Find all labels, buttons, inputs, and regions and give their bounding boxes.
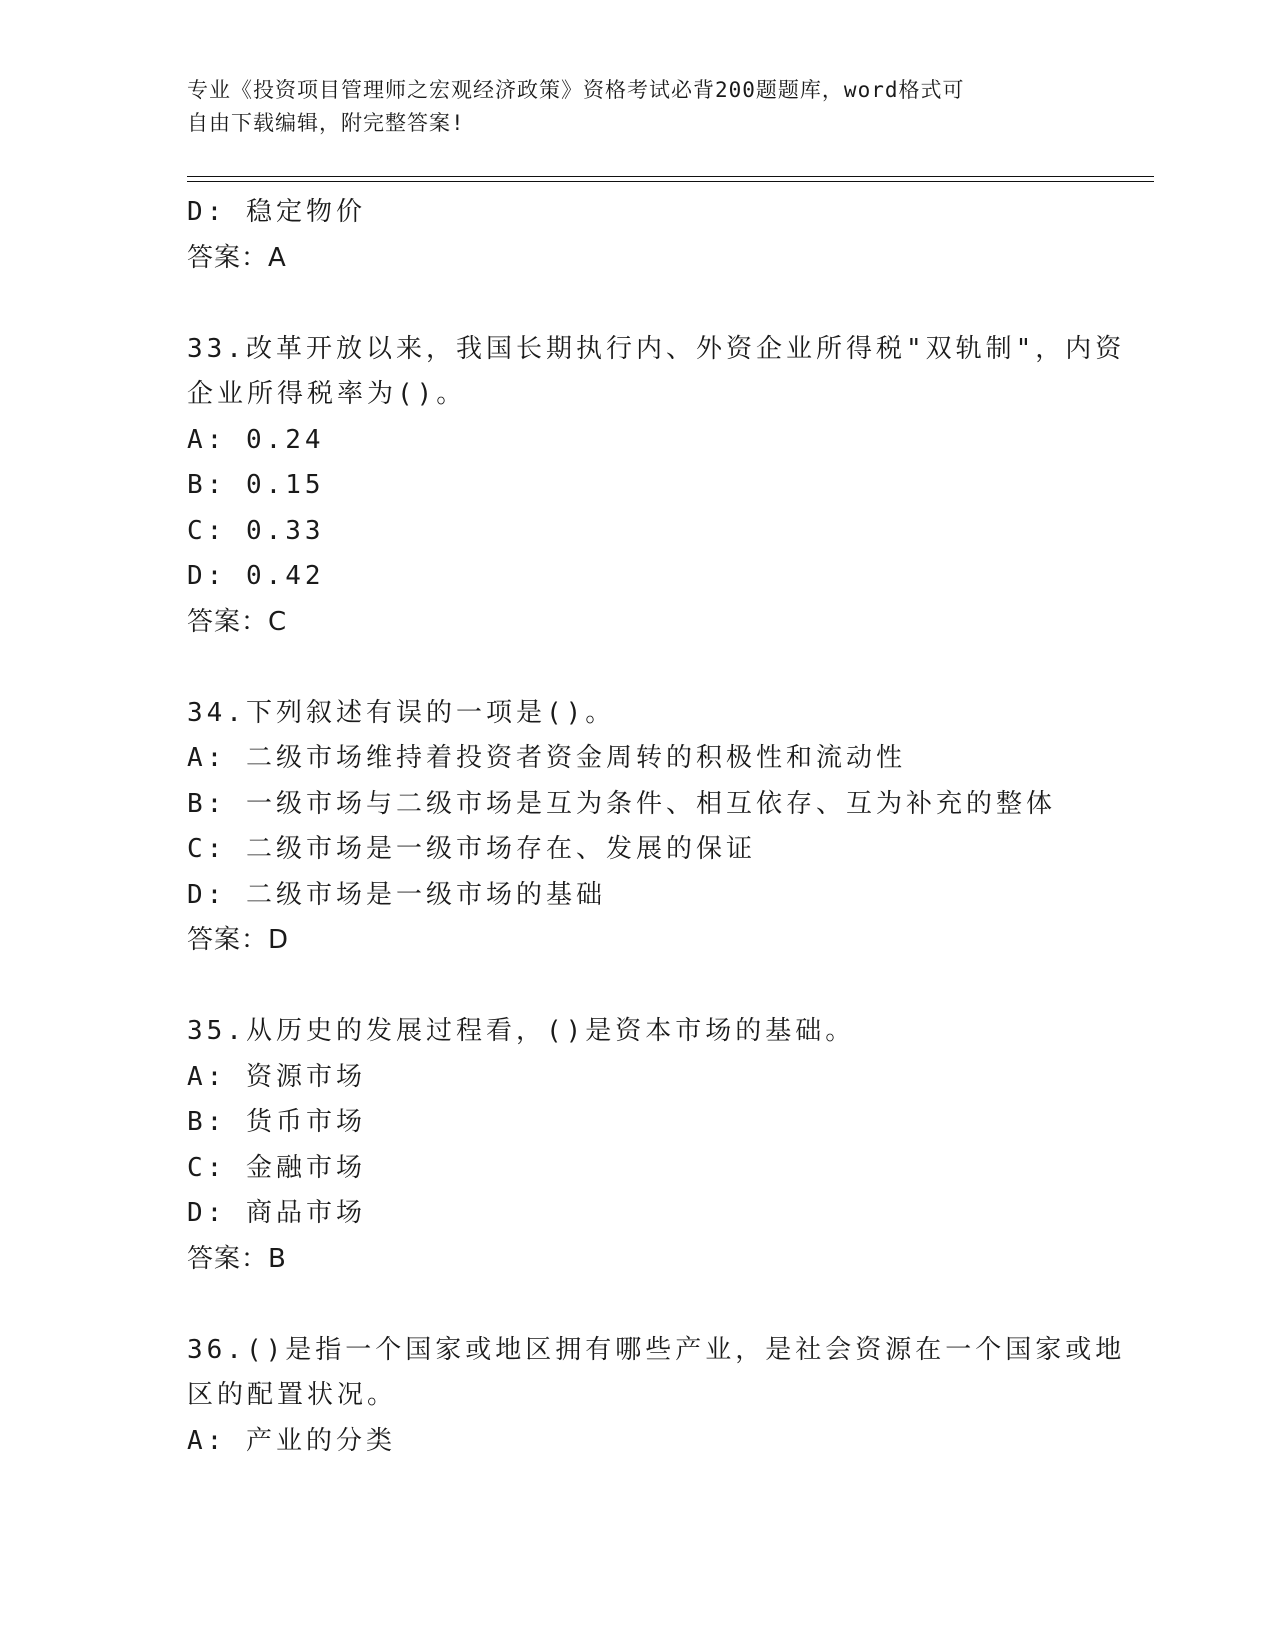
option-b: B: 一级市场与二级市场是互为条件、相互依存、互为补充的整体	[187, 788, 1056, 819]
option-d: D: 0.42	[187, 561, 325, 591]
header-divider-top	[187, 176, 1154, 177]
question-35	[187, 1009, 1087, 1282]
option-a: A: 资源市场	[187, 1061, 366, 1092]
spacer	[187, 1282, 1087, 1328]
header-title-line-2: 自由下载编辑，附完整答案!	[187, 111, 465, 135]
question-stem-continued: 区的配置状况。	[187, 1380, 398, 1410]
document-header	[187, 74, 1067, 140]
question-36	[187, 1328, 1126, 1465]
option-a: A: 0.24	[187, 424, 325, 455]
option-c: C: 0.33	[187, 515, 325, 546]
answer: 答案：D	[187, 925, 290, 955]
answer: 答案：C	[187, 606, 288, 637]
spacer	[187, 281, 1087, 327]
question-33	[187, 327, 1126, 646]
option-b: B: 货币市场	[187, 1107, 366, 1137]
option-b: B: 0.15	[187, 470, 325, 500]
header-divider-bottom	[187, 181, 1154, 182]
question-stem: 33.改革开放以来，我国长期执行内、外资企业所得税"双轨制"，内资	[187, 333, 1126, 364]
question-stem: 35.从历史的发展过程看，()是资本市场的基础。	[187, 1016, 856, 1046]
question-stem: 36.()是指一个国家或地区拥有哪些产业，是社会资源在一个国家或地	[187, 1334, 1126, 1365]
option-c: C: 金融市场	[187, 1152, 366, 1183]
question-stem: 34.下列叙述有误的一项是()。	[187, 697, 616, 728]
header-title-line-1: 专业《投资项目管理师之宏观经济政策》资格考试必背200题题库，word格式可	[187, 78, 965, 102]
option-d: D: 稳定物价	[187, 197, 366, 227]
option-a: A: 产业的分类	[187, 1425, 396, 1456]
question-34	[187, 691, 1087, 964]
option-a: A: 二级市场维持着投资者资金周转的积极性和流动性	[187, 743, 906, 773]
question-stem-continued: 企业所得税率为()。	[187, 379, 467, 409]
option-c: C: 二级市场是一级市场存在、发展的保证	[187, 834, 756, 864]
answer: 答案：A	[187, 242, 287, 273]
document-body	[187, 190, 1126, 1464]
option-d: D: 商品市场	[187, 1198, 366, 1228]
spacer	[187, 645, 1087, 691]
option-d: D: 二级市场是一级市场的基础	[187, 879, 606, 910]
answer: 答案：B	[187, 1243, 287, 1274]
spacer	[187, 964, 1087, 1010]
